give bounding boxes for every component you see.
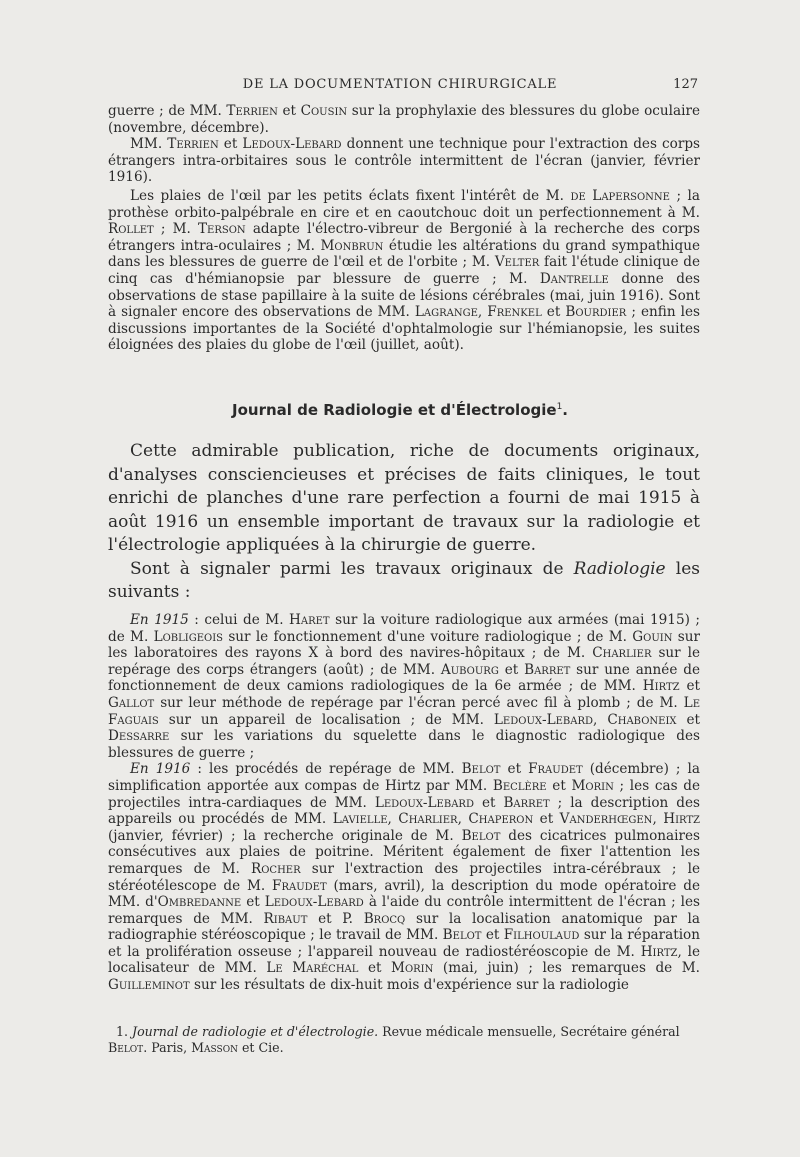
author-name: Chaboneix [607, 711, 677, 728]
author-name: Hirtz [640, 943, 678, 960]
author-name: Barret [524, 661, 571, 678]
text-run: ; la description des appareils ou procédés de MM. [108, 794, 700, 828]
footnote-text [108, 1024, 703, 1055]
text-run: et [218, 136, 243, 153]
paragraph [108, 440, 700, 558]
author-name: Rocher [250, 860, 301, 877]
text-run: et P. [307, 910, 364, 927]
text-run: : les procédés de repérage de MM. [190, 761, 462, 778]
text-run: sur les laboratoires des rayons X à bord des navires-hôpitaux ; de M. [108, 628, 700, 662]
author-name: Frenkel [487, 304, 542, 321]
running-header [0, 77, 800, 97]
text-run: (décembre) ; la simplification apportée aux compas de Hirtz par MM. [108, 761, 700, 794]
section-heading-period: . [562, 401, 568, 419]
author-name: Charlier [398, 811, 458, 828]
author-name: Ombredanne [157, 894, 242, 911]
text-run: : celui de M. [188, 612, 290, 628]
text-run: donnent une technique pour l'extraction des corps étrangers intra-orbitaires sous le contrôle intermittent de l'écran (janvier, février 1916). [108, 136, 701, 186]
author-name: Morin [571, 777, 614, 794]
works-list-block [108, 612, 700, 994]
author-name: Lagrange [414, 304, 478, 321]
author-name: Ribaut [263, 910, 308, 927]
author-name: Ledoux-Lebard [242, 136, 342, 153]
author-name: Lobligeois [153, 628, 224, 645]
running-title: DE LA DOCUMENTATION CHIRURGICALE [242, 77, 558, 92]
author-name: Barret [503, 794, 550, 811]
footnote-marker: 1 [556, 402, 563, 412]
text-run: et [679, 678, 700, 695]
text-run: sur un appareil de localisation ; de MM. [158, 711, 494, 728]
author-name: Dantrelle [539, 270, 609, 287]
author-name: Filhoulaud [503, 927, 580, 944]
intro-text-block [108, 440, 700, 605]
author-name: Bourdier [565, 304, 627, 321]
text-run: sur la voiture radiologique aux armées (mai 1915) ; de M. [108, 612, 700, 645]
author-name: Le Maréchal [266, 960, 359, 977]
paragraph [108, 103, 700, 136]
text-run: , [457, 811, 469, 828]
text-run: fait l'étude clinique de cinq cas d'hémianopsie par blessure de guerre ; M. [108, 254, 701, 287]
author-name: de Lapersonne [570, 187, 670, 204]
author-name: Beclère [492, 777, 547, 794]
author-name: Lavielle [332, 811, 388, 828]
italic-text: Radiologie [573, 558, 666, 579]
author-name: Guilleminot [108, 977, 190, 994]
section-heading-text: Journal de Radiologie et d'Électrologie [232, 401, 557, 419]
footnote [108, 1024, 703, 1055]
text-run: sur les résultats de dix-huit mois d'expérience sur la radiologie [189, 977, 629, 994]
author-name: Haret [289, 612, 330, 628]
author-name: Gallot [108, 694, 155, 711]
text-run: Revue médicale mensuelle, Secrétaire général [378, 1024, 680, 1039]
author-name: Morin [391, 960, 434, 977]
author-name: Ledoux-Lebard [493, 711, 594, 728]
author-name: Charlier [592, 645, 652, 662]
text-run: , [652, 811, 664, 828]
text-run: et [533, 811, 560, 828]
text-run: sur l'extraction des projectiles intra-cérébraux ; le stéréotélescope de M. [108, 860, 700, 894]
author-name: Belot [108, 1039, 144, 1055]
author-name: Fraudet [272, 877, 327, 894]
text-run: et [241, 894, 265, 911]
author-name: Masson [191, 1039, 238, 1055]
text-run: , [387, 811, 399, 828]
text-run: ; enfin les discussions importantes de la Société d'ophtalmologie sur l'hémianopsie, les suites éloignées des plaies du globe de l'œil (juillet, août). [108, 304, 701, 354]
text-run: et [541, 304, 566, 321]
text-run: sur la prophylaxie des blessures du globe oculaire (novembre, décembre). [108, 103, 700, 136]
text-run: ; la prothèse orbito-palpébrale en cire et en caoutchouc doit un perfectionnement à M. [108, 187, 700, 221]
text-run: Les plaies de l'œil par les petits éclats fixent l'intérêt de M. [130, 187, 571, 204]
author-name: Hirtz [663, 811, 700, 828]
author-name: Cousin [300, 103, 348, 119]
text-run: sur le fonctionnement d'une voiture radiologique ; de M. [223, 628, 633, 645]
author-name: Belot [461, 761, 501, 778]
author-name: Gouin [632, 628, 673, 645]
text-run: 1. [116, 1024, 133, 1039]
author-name: Belot [461, 827, 501, 844]
text-run: sur la réparation et la prolifération osseuse ; l'appareil nouveau de radiostéréoscopie de M. [108, 927, 700, 960]
text-run: et [676, 711, 700, 728]
text-run: et Cie. [237, 1039, 284, 1055]
paragraph [108, 612, 700, 761]
text-run: les suivants : [108, 558, 700, 602]
text-run: et [498, 661, 525, 678]
page-number: 127 [673, 77, 698, 92]
text-run: sur le repérage des corps étrangers (août) ; de MM. [108, 645, 701, 678]
text-run: des cicatrices pulmonaires consécutives aux plaies de poitrine. Méritent également de fixer l'attention les remarques de M. [108, 827, 700, 877]
text-run: MM. [130, 136, 168, 153]
text-run: sur leur méthode de repérage par l'écran percé avec fil à plomb ; de M. [154, 694, 684, 711]
text-run: et [358, 960, 392, 977]
text-run: donne des observations de stase papillaire à la suite de lésions cérébrales (mai, juin 1916). Sont à signaler encore des observations de MM. [108, 270, 700, 321]
paragraph [108, 188, 700, 354]
text-run: , [593, 711, 608, 728]
section-heading [0, 401, 800, 419]
paragraph [108, 558, 700, 605]
author-name: Belot [442, 927, 482, 944]
text-run: et [277, 103, 301, 119]
text-run: sur la localisation anatomique par la radiographie stéréoscopique ; le travail de MM. [108, 910, 700, 944]
author-name: Rollet [108, 221, 154, 238]
author-name: Terson [197, 221, 246, 238]
author-name: Le Faguais [108, 694, 700, 728]
text-run: guerre ; de MM. [108, 103, 227, 119]
text-run: . Paris, [143, 1039, 192, 1055]
author-name: Monbrun [320, 237, 384, 254]
author-name: Fraudet [528, 761, 583, 778]
author-name: Terrien [226, 103, 278, 119]
author-name: Brocq [363, 910, 406, 927]
paragraph [108, 761, 700, 993]
author-name: Ledoux-Lebard [264, 894, 364, 911]
author-name: Velter [494, 254, 540, 271]
italic-text: En 1915 [130, 612, 189, 628]
text-run: ; les cas de projectiles intra-cardiaques de MM. [108, 777, 700, 811]
author-name: Chaperon [468, 811, 534, 828]
author-name: Hirtz [642, 678, 680, 695]
text-run: , le localisateur de MM. [108, 943, 700, 977]
text-run: (janvier, février) ; la recherche originale de M. [108, 827, 462, 844]
author-name: Vanderhœgen [559, 811, 653, 828]
italic-text: En 1916 [130, 761, 191, 778]
text-run: Sont à signaler parmi les travaux originaux de [130, 558, 574, 579]
author-name: Terrien [167, 136, 219, 153]
text-run: ; M. [153, 221, 198, 238]
text-run: et [473, 794, 504, 811]
top-text-block [108, 103, 700, 354]
text-run: (mars, avril), la description du mode opératoire de MM. d' [108, 877, 700, 911]
text-run: et [546, 777, 572, 794]
text-run: sur les variations du squelette dans le diagnostic radiologique des blessures de guerre ; [108, 728, 700, 761]
text-run: et [500, 761, 529, 778]
author-name: Aubourg [440, 661, 499, 678]
paragraph [108, 136, 700, 186]
text-run: à l'aide du contrôle intermittent de l'écran ; les remarques de MM. [108, 894, 701, 927]
text-run: étudie les altérations du grand sympathique dans les blessures de guerre de l'œil et de l'orbite ; M. [108, 237, 701, 271]
author-name: Dessarre [108, 728, 170, 745]
italic-text: Journal de radiologie et d'électrologie. [132, 1024, 379, 1039]
text-run: sur une année de fonctionnement de deux camions radiologiques de la 6e armée ; de MM. [108, 661, 700, 695]
text-run: (mai, juin) ; les remarques de M. [433, 960, 701, 977]
text-run: Cette admirable publication, riche de documents originaux, d'analyses consciencieuses et précises de faits cliniques, le tout enrichi de planches d'une rare perfection a fourni de mai 1915 à août 1916 un ensemble important de travaux sur la radiologie et l'électrologie appliquées à la chirurgie de guerre. [108, 441, 700, 555]
text-run: , [477, 304, 488, 321]
text-run: et [481, 927, 504, 944]
author-name: Ledoux-Lebard [374, 794, 474, 811]
text-run: adapte l'électro-vibreur de Bergonié à la recherche des corps étrangers intra-oculaires ; M. [108, 221, 700, 254]
